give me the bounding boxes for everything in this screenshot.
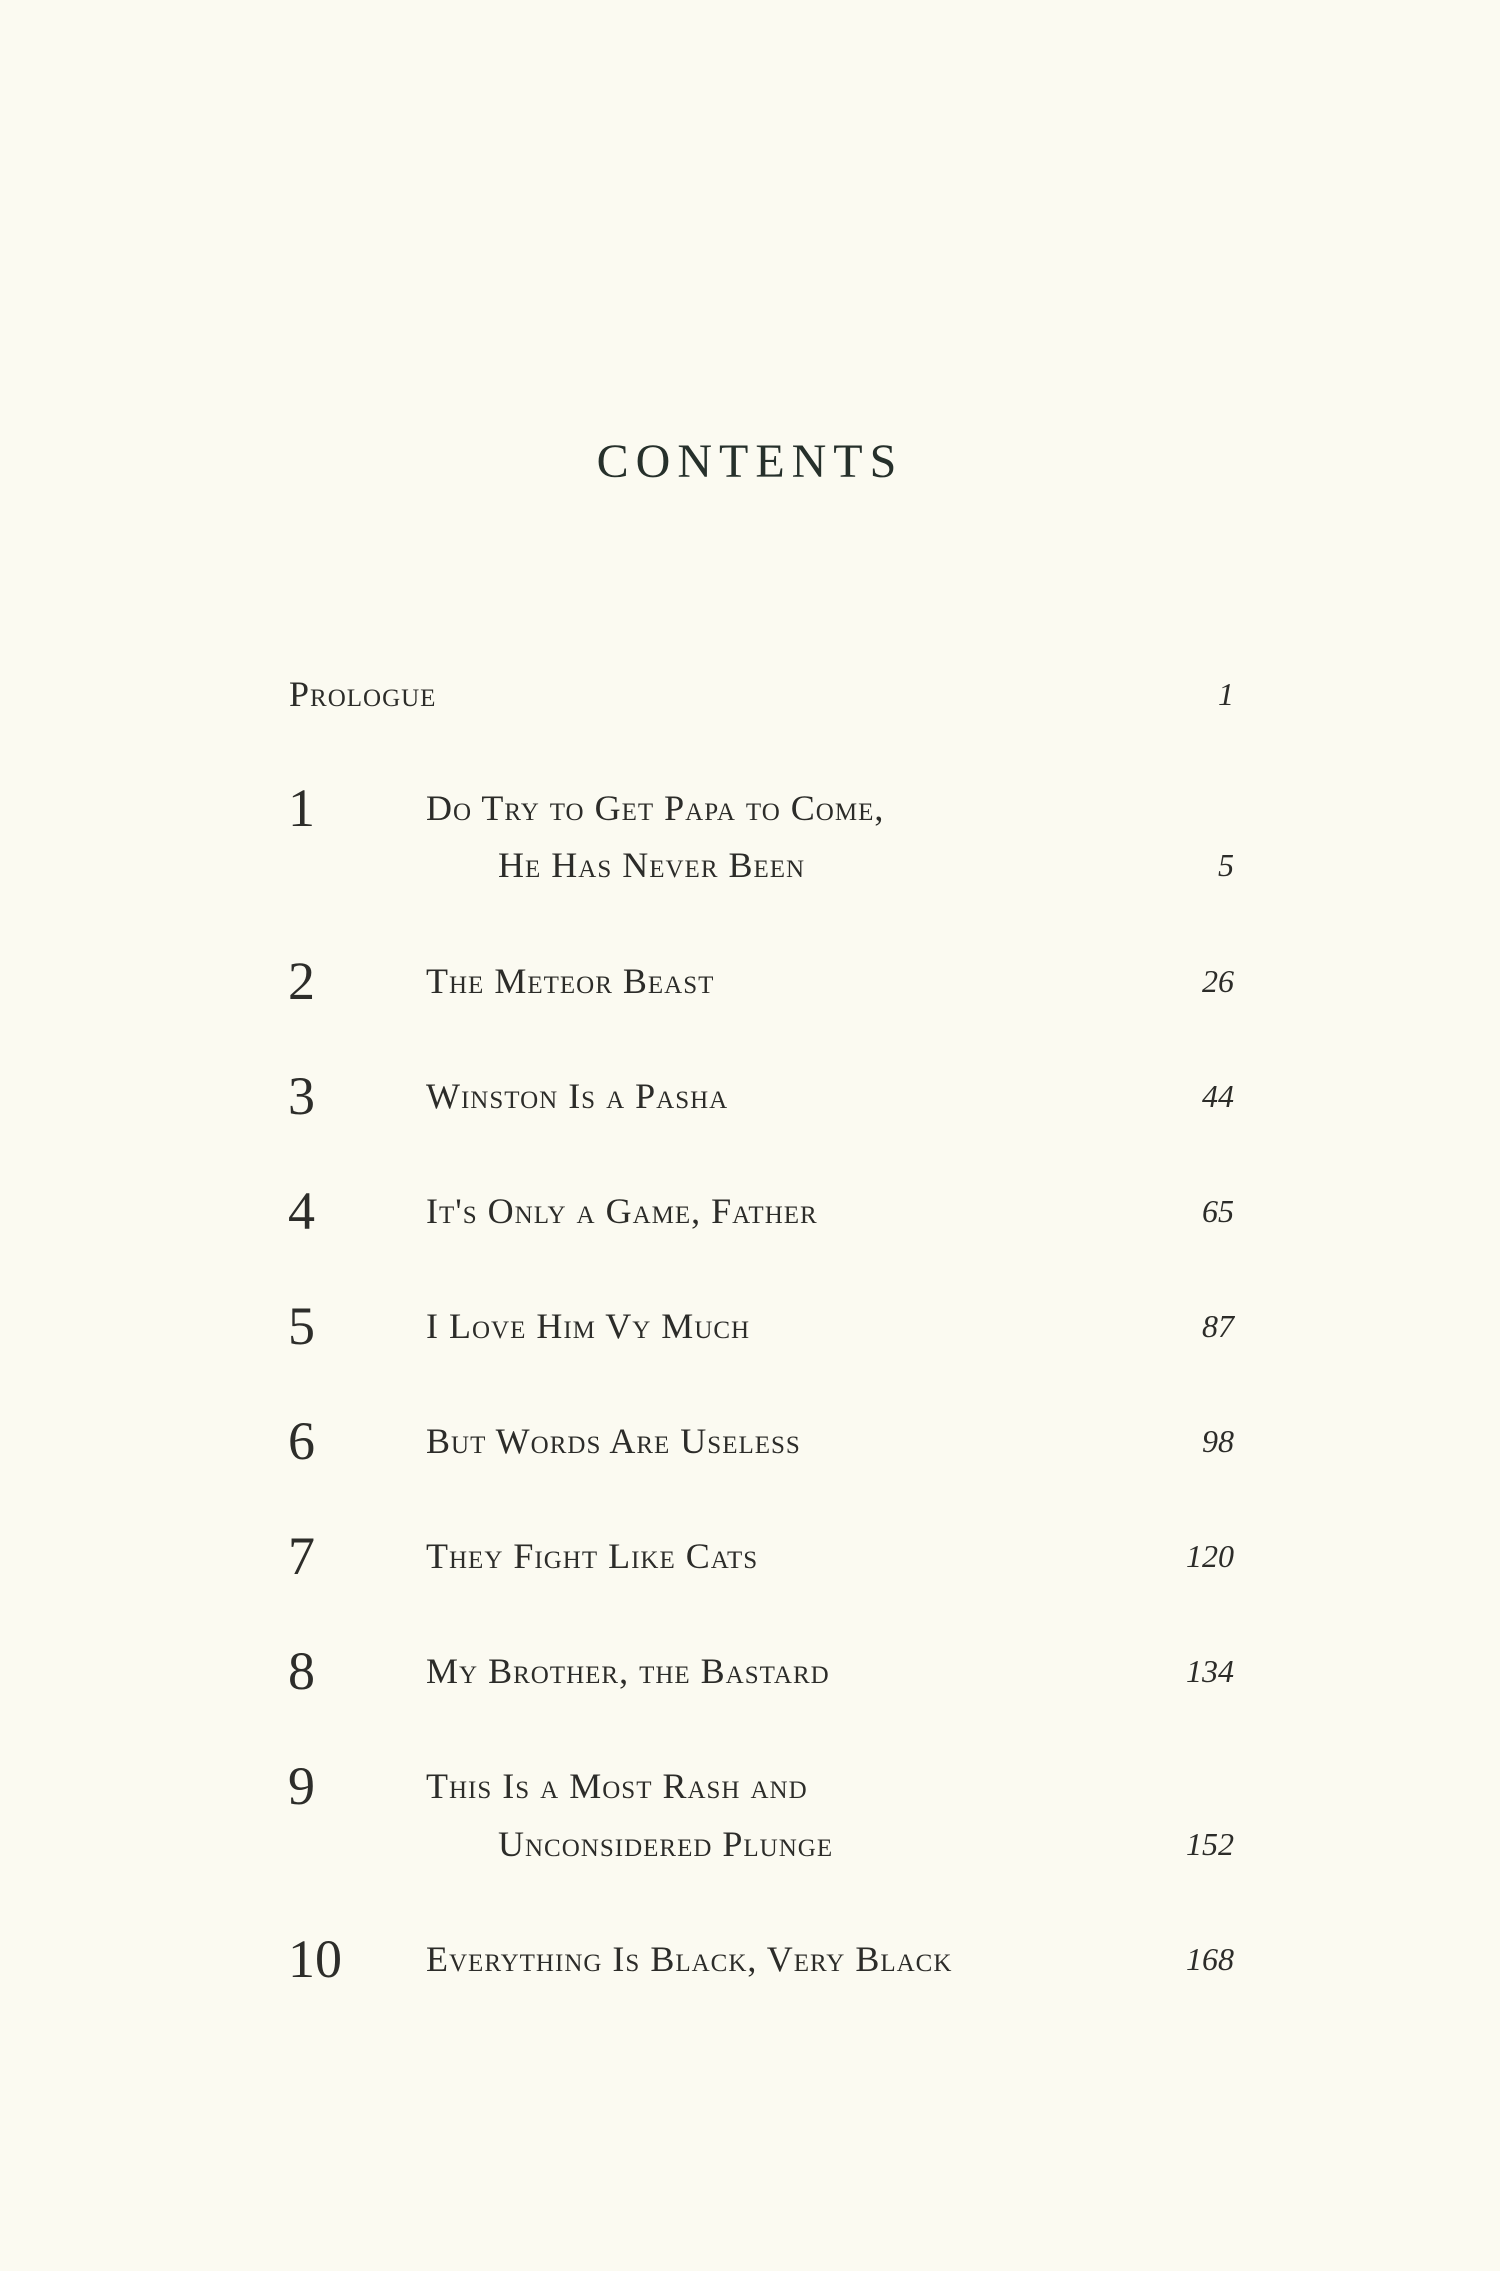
page-number: 134 bbox=[1186, 1653, 1234, 1689]
page-number: 98 bbox=[1202, 1423, 1234, 1459]
page-number: 65 bbox=[1202, 1193, 1234, 1229]
chapter-title: My Brother, the Bastard bbox=[426, 1651, 830, 1691]
chapter-number: 6 bbox=[288, 1411, 315, 1471]
page-title: CONTENTS bbox=[596, 435, 904, 488]
chapter-title: It's Only a Game, Father bbox=[426, 1191, 818, 1231]
chapter-number: 10 bbox=[288, 1929, 342, 1989]
chapter-title: Everything Is Black, Very Black bbox=[426, 1939, 953, 1979]
chapter-title-continued: He Has Never Been bbox=[498, 845, 806, 885]
chapter-number: 1 bbox=[288, 778, 315, 838]
chapter-number: 5 bbox=[288, 1296, 315, 1356]
chapter-number: 3 bbox=[288, 1066, 315, 1126]
page-number: 1 bbox=[1218, 676, 1234, 712]
page-number: 26 bbox=[1202, 963, 1234, 999]
chapter-title: Do Try to Get Papa to Come, bbox=[426, 788, 885, 828]
page-number: 5 bbox=[1218, 847, 1234, 883]
chapter-title: The Meteor Beast bbox=[426, 961, 715, 1001]
chapter-title: Winston Is a Pasha bbox=[426, 1076, 729, 1116]
chapter-number: 9 bbox=[288, 1756, 315, 1816]
chapter-title: I Love Him Vy Much bbox=[426, 1306, 751, 1346]
page-number: 152 bbox=[1186, 1826, 1234, 1862]
page-number: 168 bbox=[1186, 1941, 1234, 1977]
chapter-number: 2 bbox=[288, 951, 315, 1011]
prologue-title: Prologue bbox=[289, 674, 437, 714]
page-number: 44 bbox=[1202, 1078, 1234, 1114]
chapter-number: 7 bbox=[288, 1526, 315, 1586]
chapter-title: They Fight Like Cats bbox=[426, 1536, 759, 1576]
page-number: 87 bbox=[1202, 1308, 1234, 1344]
chapter-title: But Words Are Useless bbox=[426, 1421, 801, 1461]
chapter-number: 8 bbox=[288, 1641, 315, 1701]
chapter-title: This Is a Most Rash and bbox=[426, 1766, 808, 1806]
chapter-title-continued: Unconsidered Plunge bbox=[498, 1824, 834, 1864]
chapter-number: 4 bbox=[288, 1181, 315, 1241]
page-number: 120 bbox=[1186, 1538, 1234, 1574]
